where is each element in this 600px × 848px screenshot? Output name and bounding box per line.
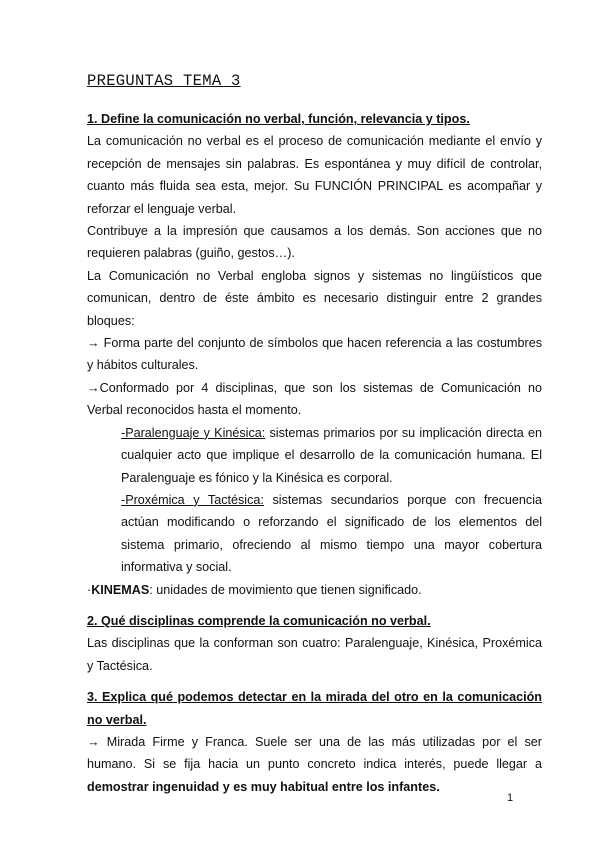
- kinemas-bullet: ·: [87, 582, 92, 597]
- q1-kinemas: [87, 579, 542, 601]
- kinemas-text: : unidades de movimiento que tienen significado.: [149, 582, 422, 597]
- q1-paragraph-4: → Forma parte del conjunto de símbolos que hacen referencia a las costumbres y hábitos culturales.: [87, 336, 542, 373]
- q2-paragraph-1: Las disciplinas que la conforman son cuatro: Paralenguaje, Kinésica, Proxémica y Tactésica.: [87, 636, 542, 673]
- q1-paragraph-5: →Conformado por 4 disciplinas, que son los sistemas de Comunicación no Verbal reconocidos hasta el momento.: [87, 380, 542, 418]
- document-body: [87, 108, 542, 798]
- q1-paragraph-2: Contribuye a la impresión que causamos a los demás. Son acciones que no requieren palabras (guiño, gestos…).: [87, 224, 542, 261]
- document-title: PREGUNTAS TEMA 3: [87, 72, 241, 90]
- q1-subsystem-primary: [87, 422, 542, 489]
- subsystem-primary-text: sistemas primarios por su implicación directa en cualquier acto que implique el desarrollo de la comunicación humana. El Paralenguaje es fónico y la Kinésica es corporal.: [121, 425, 542, 485]
- q1-subsystem-secondary: [87, 489, 542, 579]
- q3-paragraph-bold: demostrar ingenuidad y es muy habitual entre los infantes.: [87, 779, 440, 794]
- question-2-heading: 2. Qué disciplinas comprende la comunicación no verbal.: [87, 613, 431, 628]
- page-number: 1: [507, 792, 514, 804]
- question-3-heading: 3. Explica qué podemos detectar en la mirada del otro en la comunicación no verbal.: [87, 690, 542, 727]
- subsystem-primary-label: -Paralenguaje y Kinésica:: [121, 425, 266, 440]
- kinemas-label: KINEMAS: [91, 582, 150, 597]
- subsystem-secondary-text: sistemas secundarios porque con frecuencia actúan modificando o reforzando el significado de los elementos del sistema primario, ofreciendo al mismo tiempo una mayor cobertura informativa y social.: [121, 492, 542, 575]
- question-1-heading: 1. Define la comunicación no verbal, función, relevancia y tipos.: [87, 112, 470, 126]
- subsystem-secondary-label: -Proxémica y Tactésica:: [121, 492, 264, 507]
- q1-paragraph-1: La comunicación no verbal es el proceso de comunicación mediante el envío y recepción de mensajes sin palabras. Es espontánea y muy difícil de controlar, cuanto más fluida sea esta, mejor. Su FUNCIÓN PRINCIPAL es acompañar y reforzar el lenguaje verbal.: [87, 134, 542, 216]
- q1-paragraph-3: La Comunicación no Verbal engloba signos y sistemas no lingüísticos que comunican, dentro de éste ámbito es necesario distinguir entre 2 grandes bloques:: [87, 268, 542, 328]
- q3-paragraph-text: → Mirada Firme y Franca. Suele ser una de las más utilizadas por el ser humano. Si se fija hacia un punto concreto indica interés, puede llegar a: [87, 734, 542, 772]
- q3-paragraph-1: [87, 731, 542, 798]
